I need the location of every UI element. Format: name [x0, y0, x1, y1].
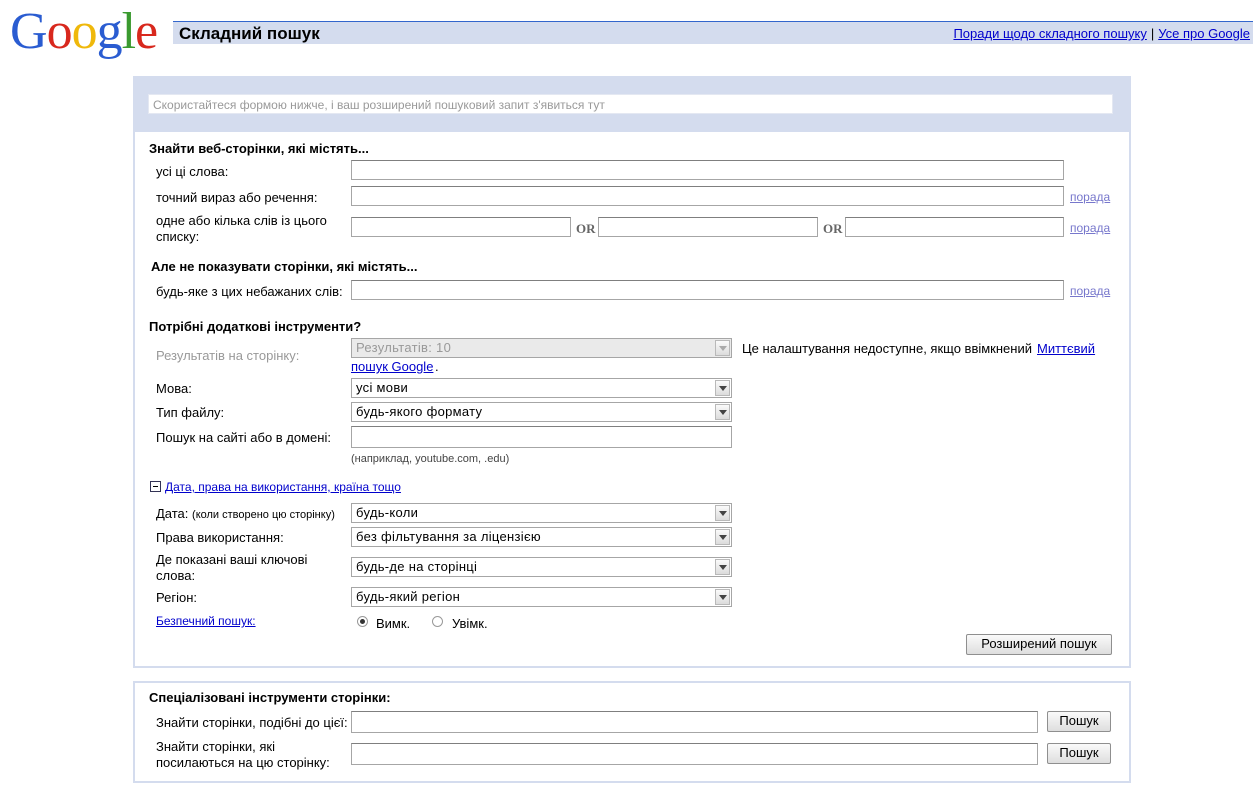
about-google-link[interactable]: Усе про Google — [1158, 26, 1250, 41]
unwanted-words-input[interactable] — [351, 280, 1064, 300]
date-select[interactable]: будь-коли — [351, 503, 732, 523]
linking-pages-search-button[interactable]: Пошук — [1047, 743, 1111, 764]
all-words-label: усі ці слова: — [156, 164, 229, 179]
keyword-location-select[interactable]: будь-де на сторінці — [351, 557, 732, 577]
safe-search-on-radio[interactable] — [432, 616, 443, 627]
chevron-down-icon — [715, 340, 730, 356]
instant-search-link-part1[interactable]: Миттєвий — [1037, 341, 1096, 356]
region-select[interactable]: будь-який регіон — [351, 587, 732, 607]
results-per-page-label: Результатів на сторінку: — [156, 348, 300, 363]
all-words-input[interactable] — [351, 160, 1064, 180]
safe-search-off-radio[interactable] — [357, 616, 368, 627]
any-words-label: одне або кілька слів із цього списку: — [156, 213, 327, 244]
filetype-select[interactable]: будь-якого формату — [351, 402, 732, 422]
header-links — [953, 26, 1250, 41]
find-pages-heading: Знайти веб-сторінки, які містять... — [149, 141, 369, 156]
exact-phrase-input[interactable] — [351, 186, 1064, 206]
chevron-down-icon — [715, 380, 730, 396]
exact-phrase-label: точний вираз або речення: — [156, 190, 318, 205]
or-label-2: OR — [823, 221, 843, 236]
chevron-down-icon — [715, 529, 730, 545]
exclude-pages-heading: Але не показувати сторінки, які містять... — [151, 259, 418, 274]
chevron-down-icon — [715, 404, 730, 420]
exact-phrase-tip-link[interactable]: порада — [1070, 190, 1111, 204]
similar-pages-label: Знайти сторінки, подібні до цієї: — [156, 715, 348, 730]
safe-search-link[interactable]: Безпечний пошук: — [156, 614, 256, 628]
site-domain-hint: (наприклад, youtube.com, .edu) — [351, 453, 510, 465]
link-separator: | — [1150, 26, 1155, 41]
advanced-search-button[interactable]: Розширений пошук — [966, 634, 1112, 655]
site-domain-input[interactable] — [351, 426, 732, 448]
safe-search-on-label: Увімк. — [452, 616, 488, 631]
tools-heading: Потрібні додаткові інструменти? — [149, 319, 362, 334]
usage-rights-label: Права використання: — [156, 530, 284, 545]
site-domain-label: Пошук на сайті або в домені: — [156, 430, 331, 445]
unwanted-words-tip-link[interactable]: порада — [1070, 284, 1111, 298]
chevron-down-icon — [715, 505, 730, 521]
region-label: Регіон: — [156, 590, 197, 605]
linking-pages-input[interactable] — [351, 743, 1038, 765]
language-label: Мова: — [156, 381, 192, 396]
any-word-input-2[interactable] — [598, 217, 818, 237]
any-words-tip-link[interactable]: порада — [1070, 221, 1111, 235]
instant-search-link[interactable]: пошук Google — [351, 359, 434, 374]
keyword-location-label: Де показані ваші ключові слова: — [156, 552, 308, 583]
or-label-1: OR — [576, 221, 596, 236]
query-preview-box: Скористайтеся формою нижче, і ваш розширений пошуковий запит з'явиться тут — [148, 94, 1113, 114]
collapse-minus-icon[interactable] — [150, 481, 161, 492]
results-per-page-select[interactable]: Результатів: 10 — [351, 338, 732, 358]
more-options-toggle-link[interactable]: Дата, права на використання, країна тощо — [165, 480, 401, 494]
chevron-down-icon — [715, 559, 730, 575]
filetype-label: Тип файлу: — [156, 405, 225, 420]
google-logo[interactable]: Google — [10, 3, 158, 60]
linking-pages-label: Знайти сторінки, які посилаються на цю сторінку: — [156, 739, 330, 770]
page-tools-heading: Спеціалізовані інструменти сторінки: — [149, 690, 391, 705]
usage-rights-select[interactable]: без фільтування за ліцензією — [351, 527, 732, 547]
advanced-search-tips-link[interactable]: Поради щодо складного пошуку — [953, 26, 1147, 41]
page-title: Складний пошук — [179, 24, 320, 43]
instant-period: . — [435, 359, 439, 374]
similar-pages-input[interactable] — [351, 711, 1038, 733]
unwanted-words-label: будь-яке з цих небажаних слів: — [156, 284, 343, 299]
date-label: Дата: (коли створено цю сторінку) — [156, 506, 335, 521]
safe-search-off-label: Вимк. — [376, 616, 411, 631]
similar-pages-search-button[interactable]: Пошук — [1047, 711, 1111, 732]
chevron-down-icon — [715, 589, 730, 605]
any-word-input-1[interactable] — [351, 217, 571, 237]
any-word-input-3[interactable] — [845, 217, 1064, 237]
language-select[interactable]: усі мови — [351, 378, 732, 398]
instant-note: Це налаштування недоступне, якщо ввімкнений — [742, 341, 1032, 356]
